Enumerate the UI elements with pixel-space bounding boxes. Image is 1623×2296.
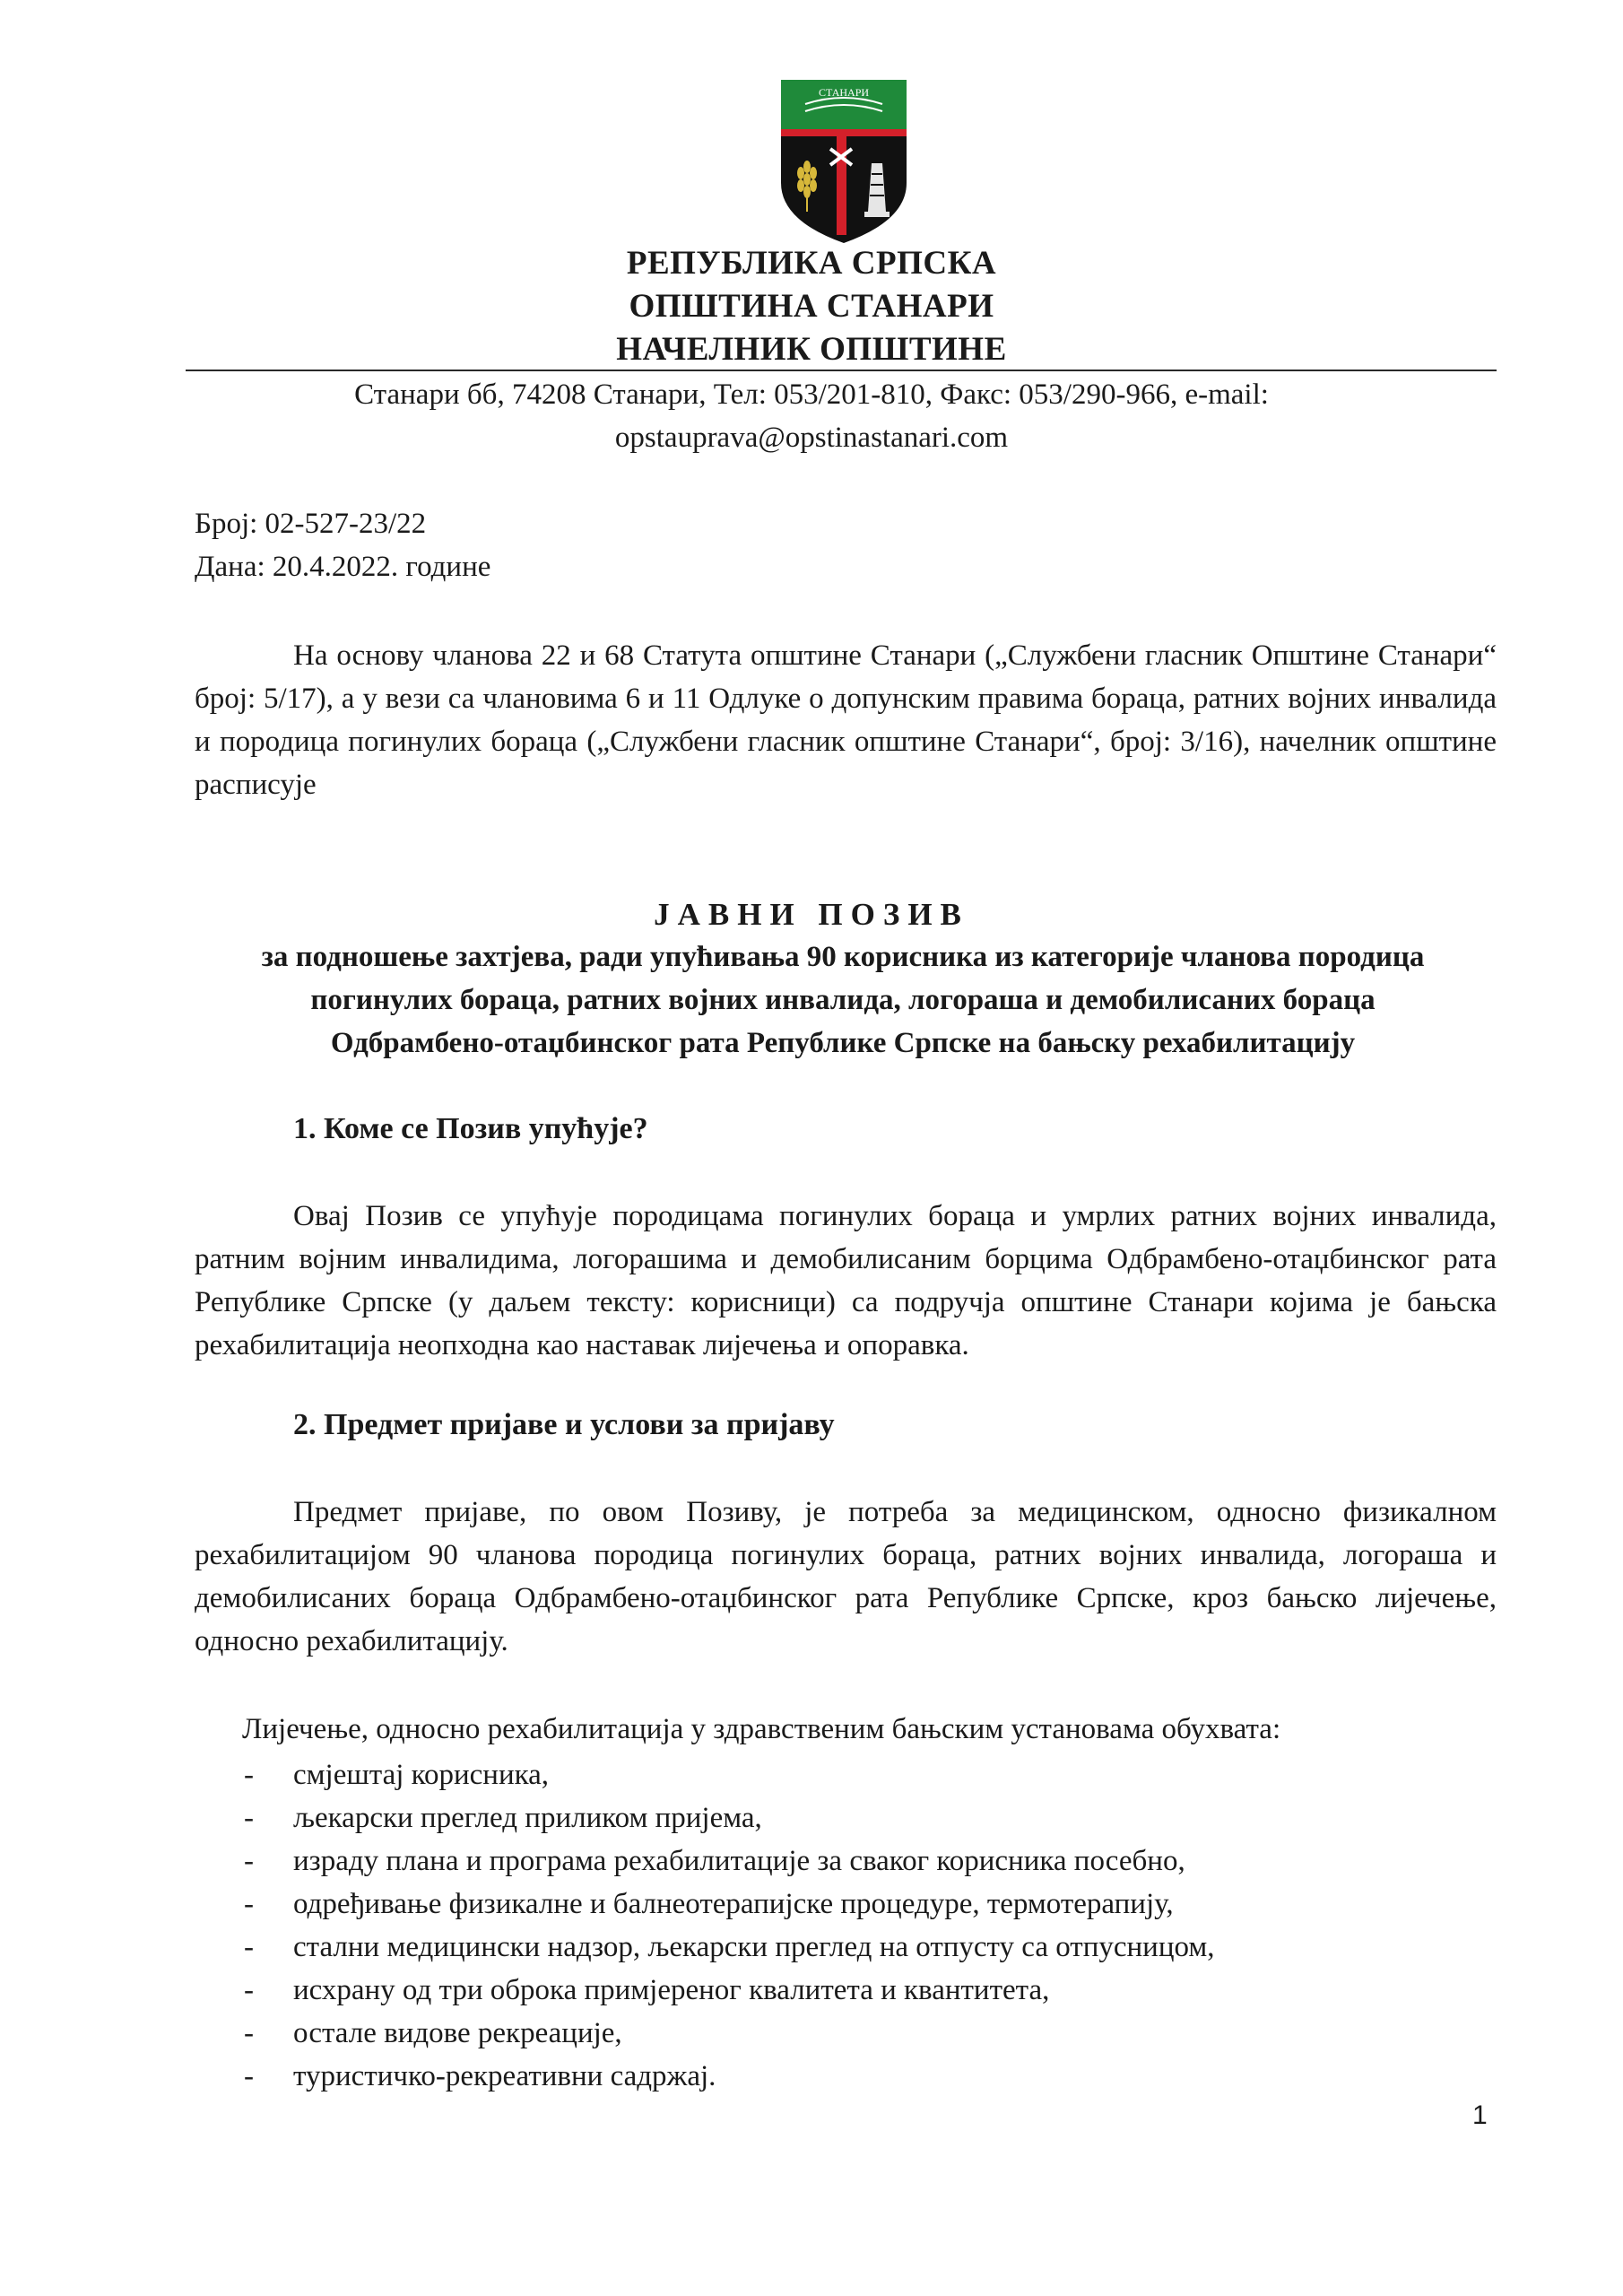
- bullet-dash: -: [244, 1888, 254, 1920]
- bullet-dash: -: [244, 2017, 254, 2049]
- contact-email: opstauprava@opstinastanari.com: [614, 422, 1009, 454]
- list-item-text: остале видове рекреације,: [293, 2017, 622, 2049]
- section-1-heading: 1. Коме се Позив упућује?: [293, 1112, 648, 1145]
- bullet-dash: -: [244, 1845, 254, 1877]
- list-item: [195, 1753, 1215, 1796]
- list-item-text: одређивање физикалне и балнеотерапијске процедуре, термотерапију,: [293, 1888, 1174, 1920]
- municipality-coat-of-arms: [778, 77, 909, 246]
- list-item: [195, 1883, 1215, 1926]
- section-2-heading: 2. Предмет пријаве и услови за пријаву: [293, 1408, 835, 1441]
- crest-ribbon-text: СТАНАРИ: [818, 86, 870, 99]
- bullet-dash: -: [244, 1802, 254, 1834]
- document-date: Дана: 20.4.2022. године: [195, 551, 491, 583]
- title-subtitle-line-2: погинулих бораца, ратних војних инвалида, логораша и демобилисаних бораца: [310, 984, 1376, 1016]
- services-list: [195, 1753, 1215, 2098]
- list-intro: Лијечење, односно рехабилитација у здравственим бањским установама обухвата:: [242, 1713, 1281, 1745]
- preamble-paragraph: На основу чланова 22 и 68 Статута општине Станари („Службени гласник Општине Станари“ број: 5/17), а у вези са члановима 6 и 11 Одлуке о допунским правима бораца, ратних војних инвалида и породица погинулих бораца („Службени гласник општине Станари“, број: 3/16), начелник општине расписује: [195, 639, 1497, 801]
- bullet-dash: -: [244, 1759, 254, 1791]
- contact-line: Станари бб, 74208 Станари, Тел: 053/201-810, Факс: 053/290-966, e-mail:: [354, 378, 1269, 411]
- list-item: [195, 1796, 1215, 1839]
- header-divider: [186, 370, 1497, 371]
- list-item: [195, 1839, 1215, 1883]
- title-subtitle-line-1: за подношење захтјева, ради упућивања 90 корисника из категорије чланова породица: [261, 941, 1425, 973]
- bullet-dash: -: [244, 2060, 254, 2092]
- header-municipality: ОПШТИНА СТАНАРИ: [629, 288, 994, 325]
- list-item: [195, 1969, 1215, 2012]
- document-number: Број: 02-527-23/22: [195, 508, 427, 540]
- list-item-text: љекарски преглед приликом пријема,: [293, 1802, 762, 1834]
- list-item-text: израду плана и програма рехабилитације за сваког корисника посебно,: [293, 1845, 1185, 1877]
- list-item-text: исхрану од три оброка примјереног квалитета и квантитета,: [293, 1974, 1050, 2006]
- list-item-text: стални медицински надзор, љекарски преглед на отпусту са отпусницом,: [293, 1931, 1215, 1963]
- bullet-dash: -: [244, 1931, 254, 1963]
- section-2-paragraph: Предмет пријаве, по овом Позиву, је потреба за медицинском, односно физикалном рехабилитацијом 90 чланова породица погинулих бораца, ратних војних инвалида, логораша и демобилисаних бораца Одбрамбено-отаџбинског рата Републике Српске, кроз бањско лијечење, односно рехабилитацију.: [195, 1496, 1497, 1657]
- header-mayor: НАЧЕЛНИК ОПШТИНЕ: [616, 331, 1007, 368]
- list-item-text: смјештај корисника,: [293, 1759, 550, 1791]
- list-item-text: туристичко-рекреативни садржај.: [293, 2060, 716, 2092]
- list-item: [195, 2055, 1215, 2098]
- header-republic: РЕПУБЛИКА СРПСКА: [626, 245, 997, 282]
- page-number: 1: [1472, 2100, 1488, 2130]
- list-item: [195, 2012, 1215, 2055]
- section-1-paragraph: Овај Позив се упућује породицама погинулих бораца и умрлих ратних војних инвалида, ратним војним инвалидима, логорашима и демобилисаним борцима Одбрамбено-отаџбинског рата Републике Српске (у даљем тексту: корисници) са подручја општине Станари којима је бањска рехабилитација неопходна као наставак лијечења и опоравка.: [195, 1200, 1497, 1361]
- document-title: ЈАВНИ ПОЗИВ: [654, 897, 969, 932]
- list-item: [195, 1926, 1215, 1969]
- bullet-dash: -: [244, 1974, 254, 2006]
- title-subtitle-line-3: Одбрамбено-отаџбинског рата Републике Српске на бањску рехабилитацију: [330, 1027, 1356, 1059]
